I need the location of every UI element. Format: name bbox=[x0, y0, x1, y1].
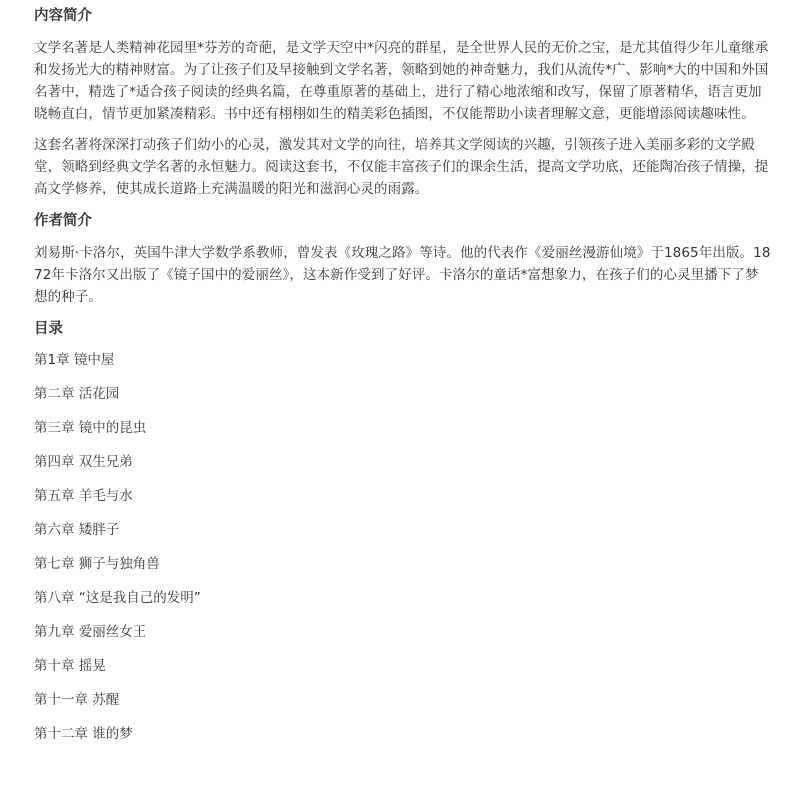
toc-chapter-4: 第四章 双生兄弟 bbox=[34, 454, 133, 470]
toc-chapter-10: 第十章 摇晃 bbox=[34, 658, 106, 674]
toc-chapter-5: 第五章 羊毛与水 bbox=[34, 488, 133, 504]
toc-chapter-2: 第二章 活花园 bbox=[34, 386, 120, 402]
toc-chapter-1: 第1章 镜中屋 bbox=[34, 352, 115, 368]
toc-chapter-12: 第十二章 谁的梦 bbox=[34, 726, 133, 742]
author-paragraph: 刘易斯·卡洛尔，英国牛津大学数学系教师，曾发表《玫瑰之路》等诗。他的代表作《爱丽丝漫游仙境》于1865年出版。1872年卡洛尔又出版了《镜子国中的爱丽丝》，这本新作受到了好评。卡洛尔的童话*富想象力，在孩子们的心灵里播下了梦想的种子。 bbox=[34, 245, 771, 305]
author-heading: 作者简介 bbox=[34, 213, 92, 229]
intro-paragraph-1: 文学名著是人类精神花园里*芬芳的奇葩，是文学天空中*闪亮的群星，是全世界人民的无价之宝，是尤其值得少年儿童继承和发扬光大的精神财富。为了让孩子们及早接触到文学名著，领略到她的神奇魅力，我们从流传*广、影响*大的中国和外国名著中，精选了*适合孩子阅读的经典名篇，在尊重原著的基础上，进行了精心地浓缩和改写，保留了原著精华，语言更加晓畅直白，情节更加紧凑精彩。书中还有栩栩如生的精美彩色插图，不仅能帮助小读者理解文意，更能增添阅读趣味性。 bbox=[34, 40, 769, 122]
toc-chapter-6: 第六章 矮胖子 bbox=[34, 522, 120, 538]
table-of-contents bbox=[34, 349, 772, 757]
toc-chapter-7: 第七章 狮子与独角兽 bbox=[34, 556, 160, 572]
toc-chapter-3: 第三章 镜中的昆虫 bbox=[34, 420, 147, 436]
toc-chapter-11: 第十一章 苏醒 bbox=[34, 692, 120, 708]
toc-chapter-9: 第九章 爱丽丝女王 bbox=[34, 624, 147, 640]
toc-chapter-8: 第八章 “这是我自己的发明” bbox=[34, 590, 201, 606]
intro-heading: 内容简介 bbox=[34, 8, 92, 24]
toc-heading: 目录 bbox=[34, 321, 63, 337]
intro-paragraph-2: 这套名著将深深打动孩子们幼小的心灵，激发其对文学的向往，培养其文学阅读的兴趣，引领孩子进入美丽多彩的文学殿堂，领略到经典文学名著的永恒魅力。阅读这套书，不仅能丰富孩子们的课余生活，提高文学功底，还能陶冶孩子情操，提高文学修养，使其成长道路上充满温暖的阳光和滋润心灵的雨露。 bbox=[34, 137, 769, 197]
